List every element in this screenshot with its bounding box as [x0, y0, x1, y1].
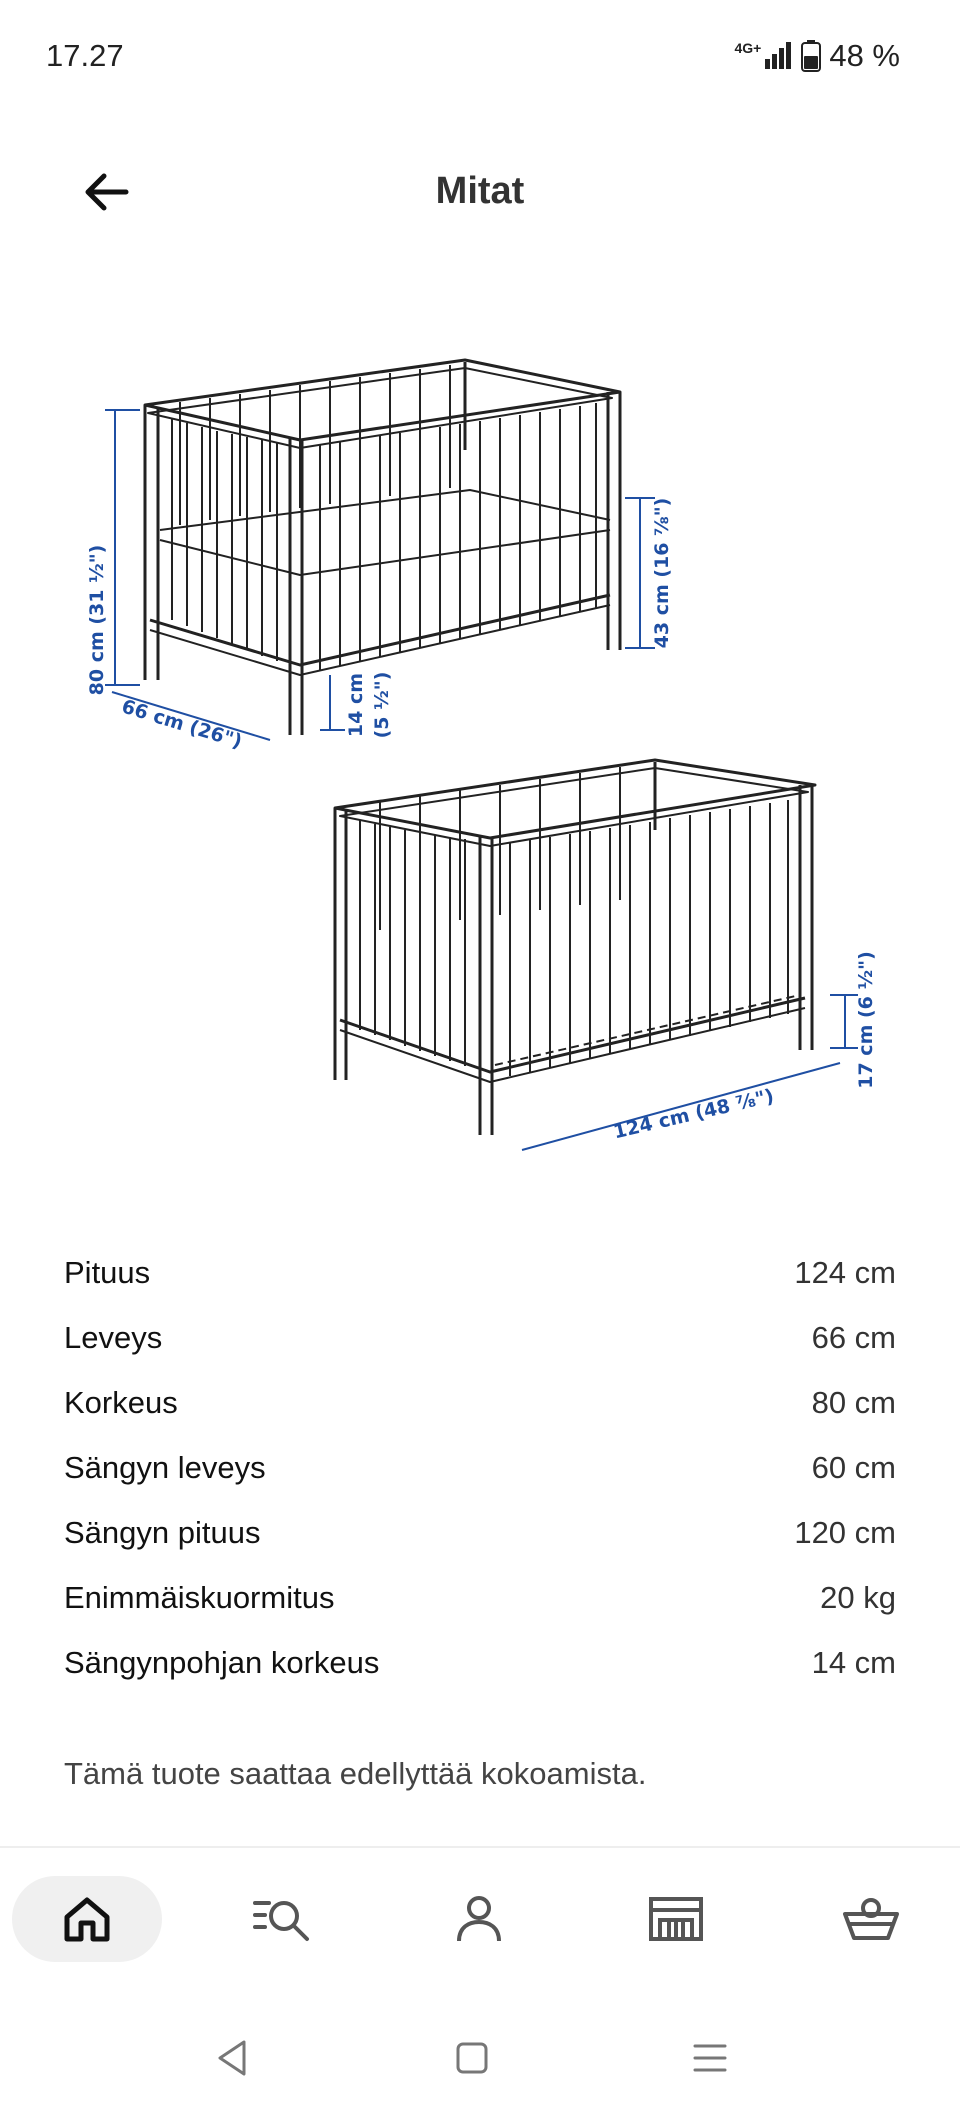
- system-home-button[interactable]: [442, 2028, 502, 2088]
- nav-search-button[interactable]: [207, 1876, 357, 1962]
- page-title: Mitat: [435, 170, 525, 212]
- table-row: [64, 1240, 896, 1305]
- dimension-value: 120 cm: [794, 1514, 896, 1550]
- table-row: [64, 1435, 896, 1500]
- dimension-label: Leveys: [64, 1319, 163, 1355]
- battery-icon: [801, 40, 821, 72]
- nav-basket-button[interactable]: [796, 1876, 946, 1962]
- crib-drawing: [0, 330, 960, 1180]
- status-indicators: [734, 38, 900, 74]
- person-icon: [455, 1894, 503, 1944]
- table-row: [64, 1500, 896, 1565]
- dimension-label: Sängyn pituus: [64, 1514, 261, 1550]
- table-row: [64, 1370, 896, 1435]
- network-type: 4G+: [734, 40, 762, 56]
- dimension-value: 14 cm: [811, 1644, 896, 1680]
- app-header: [0, 140, 960, 246]
- dimension-label: Sängyn leveys: [64, 1449, 266, 1485]
- system-recents-button[interactable]: [680, 2028, 740, 2088]
- table-row: [64, 1305, 896, 1370]
- nav-profile-button[interactable]: [404, 1876, 554, 1962]
- store-icon: [648, 1896, 704, 1942]
- dimension-value: 80 cm: [811, 1384, 896, 1420]
- status-time: 17.27: [46, 38, 124, 73]
- menu-lines-icon: [691, 2041, 729, 2075]
- nav-home-button[interactable]: [12, 1876, 162, 1962]
- clearance-dimension-label-imperial: (5 ½"): [371, 671, 393, 739]
- nav-store-button[interactable]: [601, 1876, 751, 1962]
- system-back-button[interactable]: [202, 2028, 262, 2088]
- triangle-back-icon: [214, 2038, 250, 2078]
- rail-dimension-label: 43 cm (16 ⅞"): [651, 497, 673, 649]
- dimension-value: 124 cm: [794, 1254, 896, 1290]
- basket-icon: [842, 1896, 900, 1942]
- search-list-icon: [251, 1895, 313, 1943]
- divider: [0, 1846, 960, 1848]
- side-height-dimension-label: 17 cm (6 ½"): [855, 951, 877, 1089]
- dimension-label: Korkeus: [64, 1384, 178, 1420]
- home-icon: [62, 1895, 112, 1943]
- bottom-nav: [0, 1862, 960, 1980]
- length-dimension-label: 124 cm (48 ⅞"): [611, 1084, 777, 1144]
- dimension-value: 20 kg: [820, 1579, 896, 1615]
- network-signal-icon: [734, 41, 793, 71]
- dimension-label: Enimmäiskuormitus: [64, 1579, 335, 1615]
- crib-dimension-diagram: [0, 330, 960, 1180]
- dimension-label: Sängynpohjan korkeus: [64, 1644, 380, 1680]
- square-home-icon: [454, 2040, 490, 2076]
- height-dimension-label: 80 cm (31 ½"): [86, 544, 108, 696]
- dimension-value: 60 cm: [811, 1449, 896, 1485]
- table-row: [64, 1630, 896, 1695]
- system-navigation-bar: [0, 2010, 960, 2100]
- dimension-value: 66 cm: [811, 1319, 896, 1355]
- dimensions-table: [64, 1240, 896, 1695]
- clearance-dimension-label: 14 cm: [345, 672, 367, 738]
- table-row: [64, 1565, 896, 1630]
- status-bar: [0, 0, 960, 112]
- assembly-note: Tämä tuote saattaa edellyttää kokoamista.: [64, 1756, 647, 1791]
- battery-level: 48 %: [829, 38, 900, 73]
- dimension-label: Pituus: [64, 1254, 151, 1290]
- width-dimension-label: 66 cm (26"): [119, 695, 245, 753]
